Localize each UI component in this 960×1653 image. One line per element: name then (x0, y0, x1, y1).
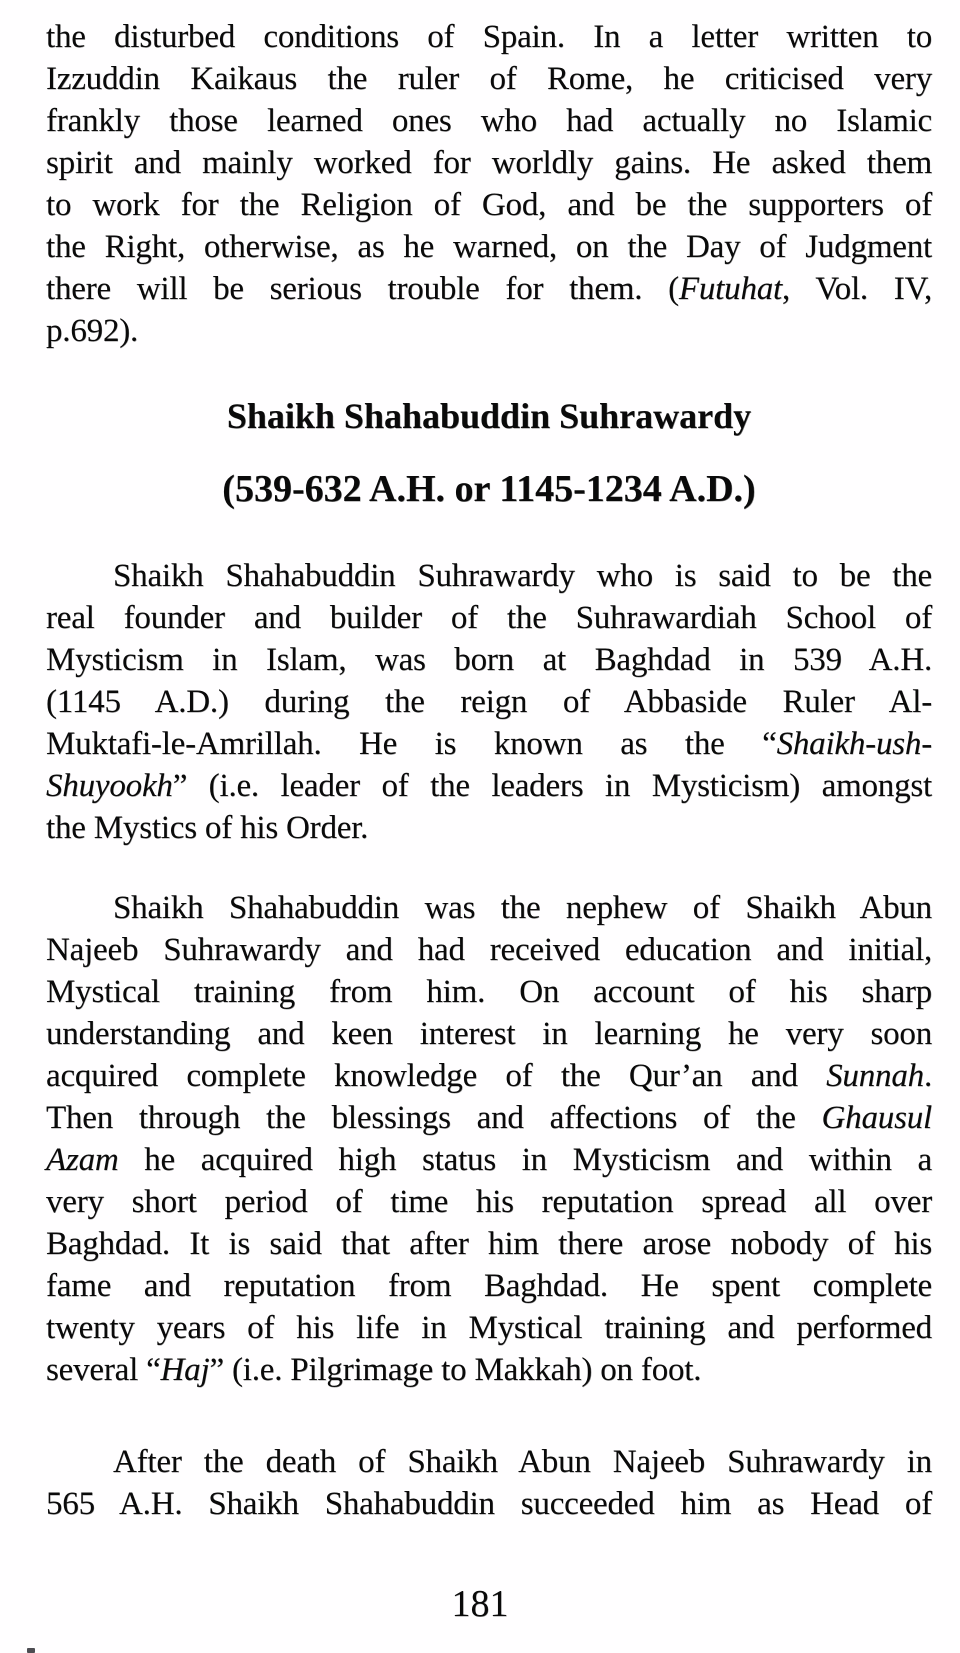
italic-text: Shaikh-ush- (776, 726, 932, 762)
text-segment: , Vol. IV, (782, 271, 933, 307)
text-line (46, 184, 932, 226)
paragraph-continuation (46, 16, 932, 352)
text-segment: to work for the Religion of God, and be the supporters of (46, 187, 932, 223)
text-segment: (1145 A.D.) during the reign of Abbaside Ruler Al- (46, 684, 932, 720)
text-segment: frankly those learned ones who had actually no Islamic (46, 103, 932, 139)
italic-text: Ghausul (821, 1100, 932, 1136)
text-line (46, 1441, 932, 1483)
text-segment: Shaikh Shahabuddin Suhrawardy who is said to be the (113, 558, 932, 594)
section-heading: Shaikh Shahabuddin Suhrawardy (226, 396, 752, 436)
paragraph-succession (46, 1441, 932, 1525)
text-line (46, 1349, 932, 1391)
text-line (46, 268, 932, 310)
text-line (46, 1097, 932, 1139)
text-segment: understanding and keen interest in learning he very soon (46, 1016, 932, 1052)
text-segment: fame and reputation from Baghdad. He spent complete (46, 1268, 932, 1304)
text-line (46, 1483, 932, 1525)
text-segment: acquired complete knowledge of the Qur’an and (46, 1058, 827, 1094)
text-line (46, 1139, 932, 1181)
text-segment: there will be serious trouble for them. ( (46, 271, 679, 307)
text-segment: the Right, otherwise, as he warned, on the Day of Judgment (46, 229, 932, 265)
text-segment: 565 A.H. Shaikh Shahabuddin succeeded him as Head of (46, 1486, 932, 1522)
text-segment: Muktafi-le-Amrillah. He is known as the “ (46, 726, 777, 762)
text-segment: Mystical training from him. On account of his sharp (46, 974, 932, 1010)
page-number: 181 (451, 1583, 509, 1625)
text-line (46, 226, 932, 268)
text-segment: Baghdad. It is said that after him there arose nobody of his (46, 1226, 932, 1262)
text-line (46, 765, 932, 807)
italic-text: Sunnah (826, 1058, 924, 1094)
text-line (46, 971, 932, 1013)
text-line (46, 639, 932, 681)
text-segment: spirit and mainly worked for worldly gains. He asked them (46, 145, 932, 181)
text-line (46, 723, 932, 765)
text-segment: . (923, 1058, 932, 1094)
text-line (46, 807, 932, 849)
text-segment: Najeeb Suhrawardy and had received education and initial, (46, 932, 932, 968)
text-segment: he acquired high status in Mysticism and within a (118, 1142, 932, 1178)
text-segment: Then through the blessings and affections of the (46, 1100, 822, 1136)
text-line (46, 1181, 932, 1223)
text-line (46, 597, 932, 639)
text-line (46, 1013, 932, 1055)
text-segment: Izzuddin Kaikaus the ruler of Rome, he criticised very (46, 61, 932, 97)
text-line (46, 555, 932, 597)
text-line (46, 58, 932, 100)
text-line (46, 1265, 932, 1307)
text-segment: ” (i.e. Pilgrimage to Makkah) on foot. (209, 1352, 702, 1388)
italic-text: Shuyookh (46, 768, 173, 804)
text-line (46, 1223, 932, 1265)
text-segment: p.692). (46, 313, 139, 349)
text-segment: very short period of time his reputation spread all over (46, 1184, 932, 1220)
scan-artifact-speck (27, 1648, 35, 1653)
text-segment: twenty years of his life in Mystical training and performed (46, 1310, 932, 1346)
paragraph-founder (46, 555, 932, 849)
text-line (46, 142, 932, 184)
text-segment: real founder and builder of the Suhrawardiah School of (46, 600, 932, 636)
text-segment: Shaikh Shahabuddin was the nephew of Shaikh Abun (113, 890, 932, 926)
section-dates-heading: (539-632 A.H. or 1145-1234 A.D.) (222, 468, 756, 510)
text-segment: several “ (46, 1352, 161, 1388)
text-segment: ” (i.e. leader of the leaders in Mysticism) amongst (172, 768, 932, 804)
text-line (46, 681, 932, 723)
text-line (46, 1055, 932, 1097)
text-line (46, 310, 932, 352)
text-segment: the Mystics of his Order. (46, 810, 369, 846)
italic-text: Futuhat (678, 271, 783, 307)
text-segment: the disturbed conditions of Spain. In a letter written to (46, 19, 932, 55)
text-line (46, 1307, 932, 1349)
text-line (46, 887, 932, 929)
text-line (46, 929, 932, 971)
text-segment: Mysticism in Islam, was born at Baghdad in 539 A.H. (46, 642, 932, 678)
text-line (46, 100, 932, 142)
text-line (46, 16, 932, 58)
text-segment: After the death of Shaikh Abun Najeeb Suhrawardy in (113, 1444, 932, 1480)
paragraph-education (46, 887, 932, 1391)
italic-text: Haj (160, 1352, 210, 1388)
italic-text: Azam (46, 1142, 119, 1178)
